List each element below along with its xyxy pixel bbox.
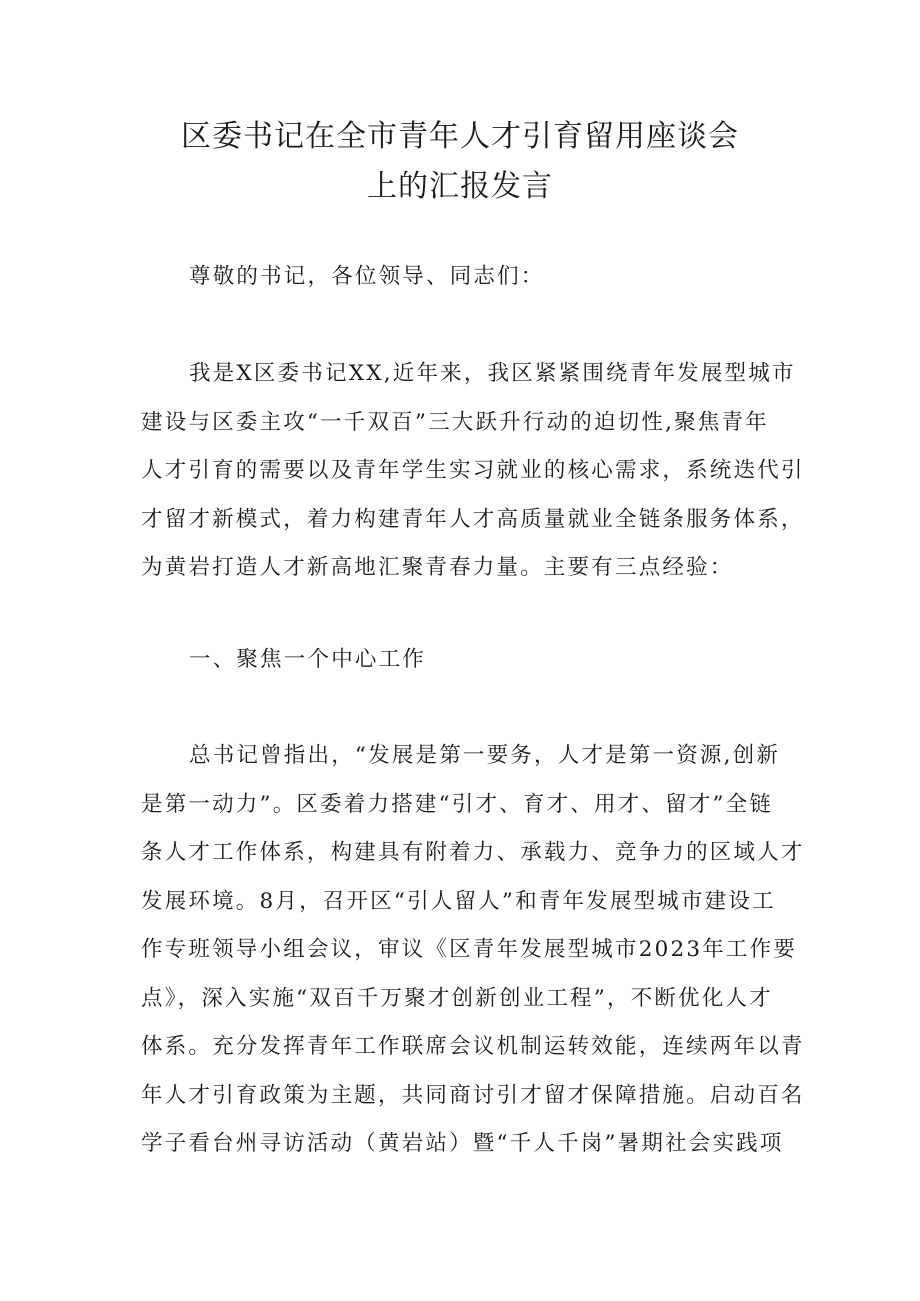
section-heading-1 bbox=[141, 636, 791, 685]
paragraph-1-line: 建设与区委主攻“一千双百”三大跃升行动的迫切性,聚焦青年 bbox=[141, 409, 769, 435]
section-heading-1-text: 一、聚焦一个中心工作 bbox=[189, 647, 427, 672]
paragraph-2-line: 条人才工作体系，构建具有附着力、承载力、竞争力的区域人才 bbox=[141, 840, 805, 865]
greeting bbox=[141, 253, 791, 302]
paragraph-1-line: 我是X区委书记XX,近年来，我区紧紧围绕青年发展型城市 bbox=[189, 361, 796, 386]
paragraph-2-line: 年人才引育政策为主题，共同商讨引才留才保障措施。启动百名 bbox=[141, 1082, 805, 1108]
paragraph-1-line: 才留才新模式，着力构建青年人才高质量就业全链条服务体系， bbox=[141, 506, 805, 532]
paragraph-2 bbox=[141, 732, 805, 1169]
document-title-line-1: 区委书记在全市青年人才引育留用座谈会 bbox=[181, 119, 739, 154]
paragraph-2-line: 总书记曾指出，“发展是第一要务，人才是第一资源,创新 bbox=[189, 743, 781, 768]
paragraph-2-line: 是第一动力”。区委着力搭建“引才、育才、用才、留才”全链 bbox=[141, 791, 774, 817]
paragraph-1 bbox=[141, 350, 805, 593]
paragraph-2-line: 作专班领导小组会议，审议《区青年发展型城市2023年工作要 bbox=[141, 937, 798, 962]
paragraph-2-line: 体系。充分发挥青年工作联席会议机制运转效能，连续两年以青 bbox=[141, 1034, 805, 1059]
greeting-text: 尊敬的书记，各位领导、同志们： bbox=[189, 264, 545, 289]
paragraph-1-line: 为黄岩打造人才新高地汇聚青春力量。主要有三点经验： bbox=[141, 555, 734, 580]
paragraph-2-line: 发展环境。8月，召开区“引人留人”和青年发展型城市建设工 bbox=[141, 888, 776, 914]
document-title-line-2: 上的汇报发言 bbox=[367, 169, 553, 204]
paragraph-2-line: 学子看台州寻访活动（黄岩站）暨“千人千岗”暑期社会实践项 bbox=[141, 1131, 784, 1156]
paragraph-1-line: 人才引育的需要以及青年学生实习就业的核心需求，系统迭代引 bbox=[141, 458, 805, 483]
paragraph-2-line: 点》，深入实施“双百千万聚才创新创业工程”，不断优化人才 bbox=[141, 985, 773, 1011]
